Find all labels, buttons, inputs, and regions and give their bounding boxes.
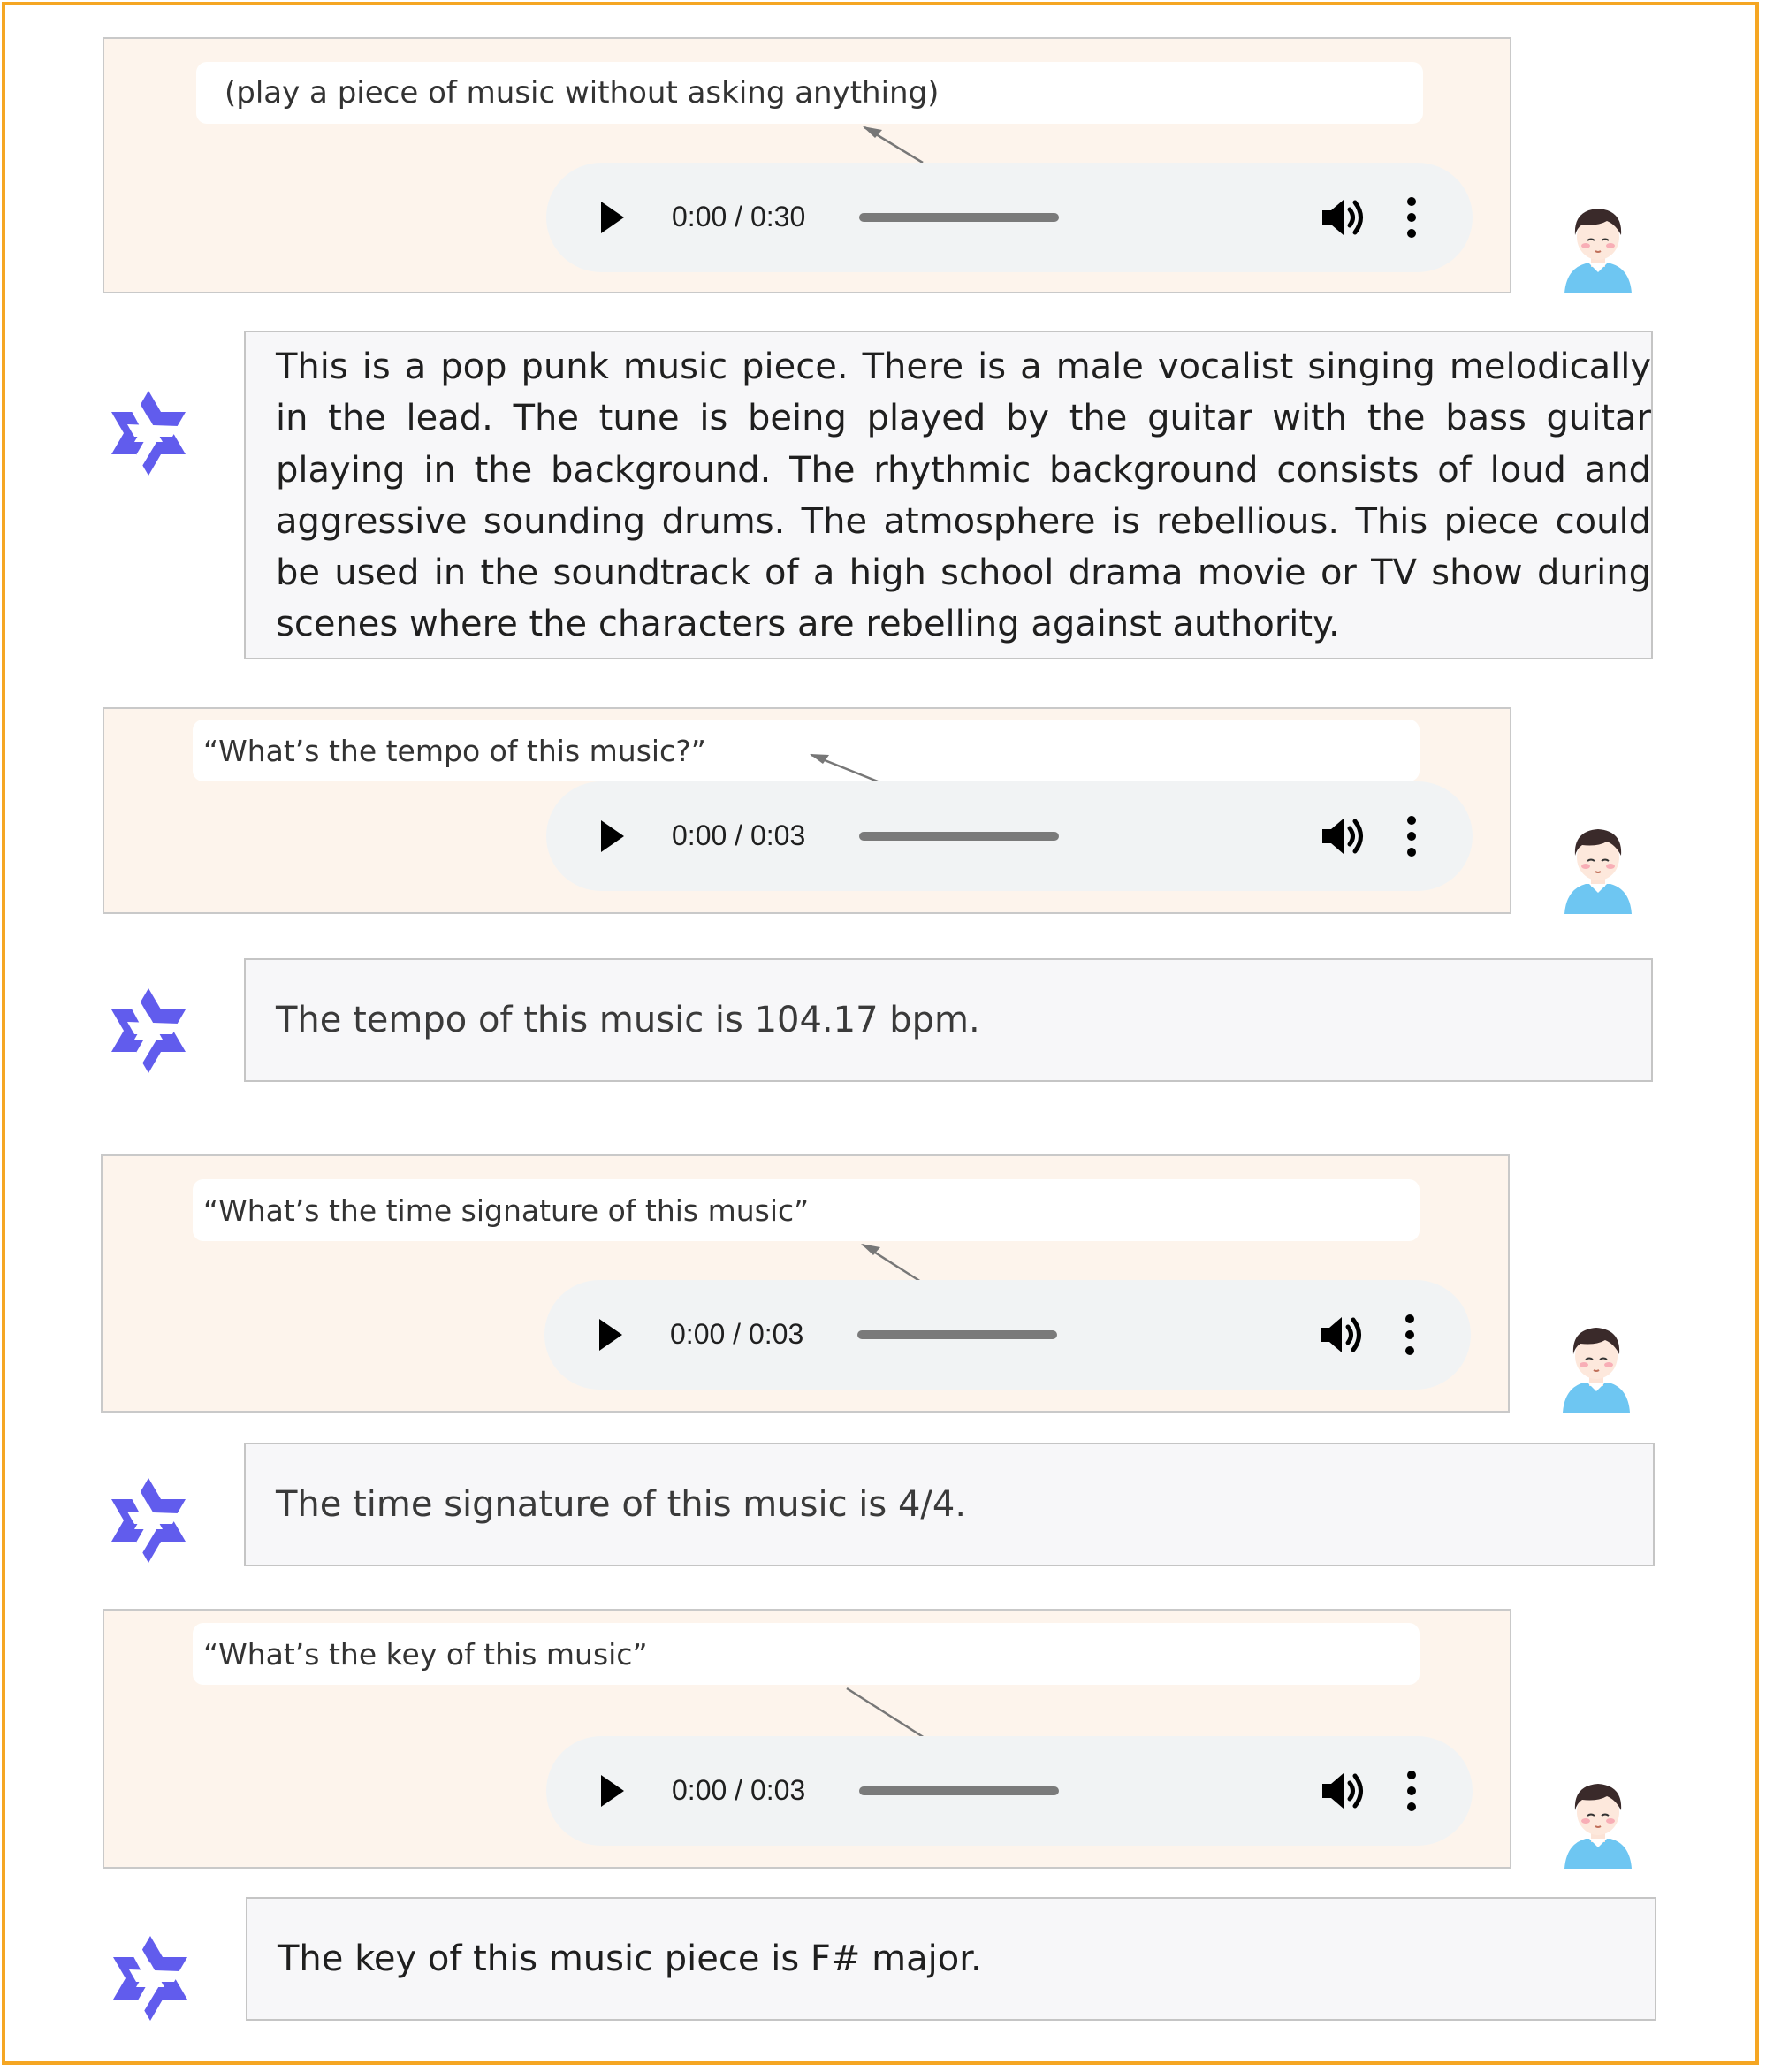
assistant-logo-icon: [103, 387, 194, 479]
assistant-message-box: [244, 331, 1653, 659]
audio-time: 0:00 / 0:03: [672, 819, 806, 851]
prompt-label: “What’s the tempo of this music?”: [203, 733, 706, 768]
audio-time: 0:00 / 0:30: [672, 201, 806, 232]
assistant-logo-icon: [103, 1474, 194, 1566]
volume-icon[interactable]: [1319, 1314, 1366, 1356]
user-message-panel: [103, 1609, 1511, 1869]
assistant-answer-text: This is a pop punk music piece. There is a male vocalist singing melodically in the lead. The tune is being played by the guitar with the bass guitar playing in the background. The rhythmic background consists of loud and aggressive sounding drums. The atmosphere is rebellious. This piece could be used in the soundtrack of a high school drama movie or TV show during scenes where the characters are rebelling against authority.: [276, 347, 1651, 645]
audio-player[interactable]: [546, 1736, 1473, 1846]
prompt-label: (play a piece of music without asking anything): [225, 75, 940, 110]
user-message-panel: [101, 1154, 1510, 1413]
prompt-label: “What’s the key of this music”: [203, 1636, 648, 1672]
audio-progress-bar[interactable]: [859, 1786, 1059, 1795]
user-avatar-icon: [1563, 1780, 1633, 1869]
audio-player[interactable]: [546, 781, 1473, 891]
assistant-answer-text: The key of this music piece is F# major.: [278, 1939, 982, 1979]
assistant-message-box: [246, 1897, 1656, 2021]
audio-time: 0:00 / 0:03: [670, 1318, 804, 1350]
user-message-panel: [103, 707, 1511, 914]
assistant-logo-icon: [104, 1932, 196, 2024]
prompt-label: “What’s the time signature of this music”: [203, 1192, 810, 1228]
play-icon[interactable]: [601, 820, 624, 852]
audio-progress-bar[interactable]: [859, 213, 1059, 222]
audio-player[interactable]: [546, 163, 1473, 272]
assistant-message-box: [244, 1443, 1655, 1566]
volume-icon[interactable]: [1321, 815, 1368, 857]
more-options-icon[interactable]: [1405, 196, 1418, 239]
assistant-answer-text: The tempo of this music is 104.17 bpm.: [276, 1000, 980, 1040]
play-icon[interactable]: [601, 1775, 624, 1807]
play-icon[interactable]: [599, 1319, 622, 1351]
audio-time: 0:00 / 0:03: [672, 1774, 806, 1806]
volume-icon[interactable]: [1321, 1770, 1368, 1812]
assistant-logo-icon: [103, 985, 194, 1077]
audio-player[interactable]: [544, 1280, 1471, 1390]
user-avatar-icon: [1563, 826, 1633, 914]
more-options-icon[interactable]: [1405, 1770, 1418, 1812]
volume-icon[interactable]: [1321, 196, 1368, 239]
audio-progress-bar[interactable]: [857, 1330, 1057, 1339]
more-options-icon[interactable]: [1404, 1314, 1416, 1356]
user-avatar-icon: [1563, 205, 1633, 293]
user-avatar-icon: [1561, 1324, 1632, 1413]
user-message-panel: [103, 37, 1511, 293]
play-icon[interactable]: [601, 202, 624, 233]
assistant-message-box: [244, 958, 1653, 1082]
audio-progress-bar[interactable]: [859, 832, 1059, 841]
more-options-icon[interactable]: [1405, 815, 1418, 857]
assistant-answer-text: The time signature of this music is 4/4.: [276, 1484, 967, 1525]
